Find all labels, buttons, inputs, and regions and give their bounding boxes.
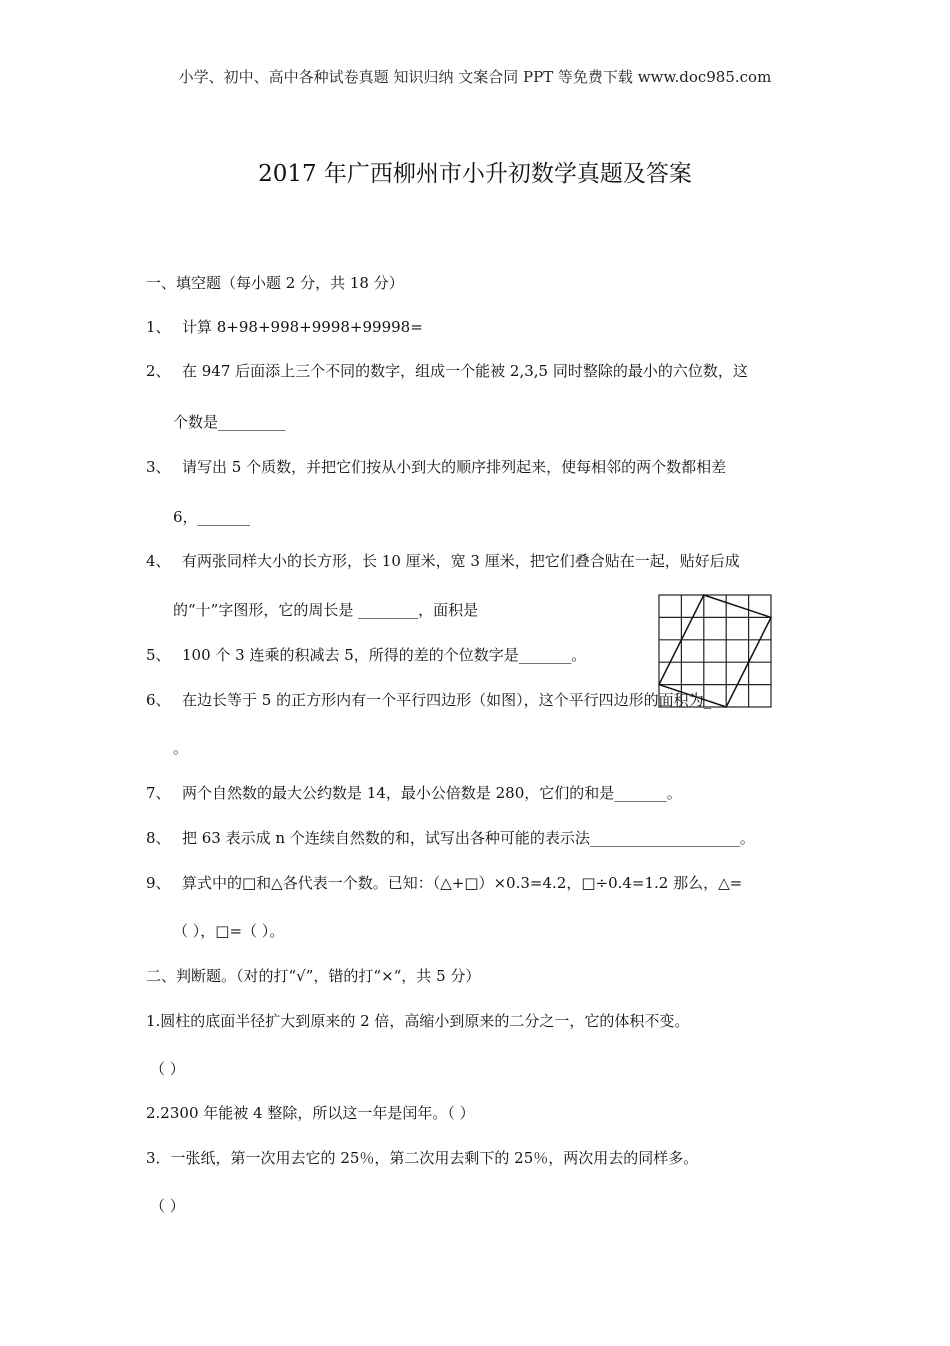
question-text: 请写出 5 个质数，并把它们按从小到大的顺序排列起来，使每相邻的两个数都相差 [182,458,727,476]
judge-item-1-bracket: （ ） [150,1060,185,1078]
question-text: 计算 8+98+998+9998+99998= [182,318,423,336]
question-8 [146,827,755,848]
section-2-heading: 二、判断题。（对的打“√”，错的打“×“，共 5 分） [146,967,481,985]
question-7 [146,782,682,803]
question-number: 6、 [146,691,171,709]
question-1 [146,316,423,337]
question-6-cont: 。 [173,739,189,757]
question-4-cont: 的“十”字图形，它的周长是 ________，面积是 [173,601,479,619]
question-number: 7、 [146,784,171,802]
question-number: 9、 [146,874,171,892]
grid-parallelogram-diagram [658,594,772,708]
question-5 [146,644,586,665]
page-header: 小学、初中、高中各种试卷真题 知识归纳 文案合同 PPT 等免费下载 www.doc985.com [178,68,772,86]
question-number: 2、 [146,362,171,380]
judge-item-1: 1.圆柱的底面半径扩大到原来的 2 倍，高缩小到原来的二分之一，它的体积不变。 [146,1012,690,1030]
question-6 [146,689,711,710]
page-title: 2017 年广西柳州市小升初数学真题及答案 [258,161,692,187]
question-text: 100 个 3 连乘的积减去 5，所得的差的个位数字是_______。 [182,646,587,664]
judge-item-3: 3．一张纸，第一次用去它的 25％，第二次用去剩下的 25％，两次用去的同样多。 [146,1149,699,1167]
question-number: 8、 [146,829,171,847]
question-text: 把 63 表示成 n 个连续自然数的和，试写出各种可能的表示法____________________。 [182,829,755,847]
judge-item-3-bracket: （ ） [150,1197,185,1215]
question-number: 5、 [146,646,171,664]
question-text: 在边长等于 5 的正方形内有一个平行四边形（如图），这个平行四边形的面积为_ [182,691,712,709]
question-9-cont: （ ），□=（ ）。 [173,922,285,940]
parallelogram-figure [658,594,772,708]
question-9 [146,872,742,893]
question-text: 算式中的□和△各代表一个数。已知：（△+□）×0.3=4.2，□÷0.4=1.2 那么，△= [182,874,743,892]
question-2-cont: 个数是_________ [173,413,286,431]
question-4 [146,550,740,571]
question-text: 在 947 后面添上三个不同的数字，组成一个能被 2,3,5 同时整除的最小的六位数，这 [182,362,748,380]
section-1-heading: 一、填空题（每小题 2 分，共 18 分） [146,274,404,292]
question-3-cont: 6，_______ [173,508,251,526]
question-number: 3、 [146,458,171,476]
question-2 [146,360,748,381]
judge-item-2: 2.2300 年能被 4 整除，所以这一年是闰年。（ ） [146,1104,475,1122]
parallelogram-shape [659,595,771,707]
question-text: 两个自然数的最大公约数是 14，最小公倍数是 280，它们的和是_______。 [182,784,682,802]
question-number: 1、 [146,318,171,336]
question-text: 有两张同样大小的长方形，长 10 厘米，宽 3 厘米，把它们叠合贴在一起，贴好后成 [182,552,740,570]
question-3 [146,456,726,477]
question-number: 4、 [146,552,171,570]
